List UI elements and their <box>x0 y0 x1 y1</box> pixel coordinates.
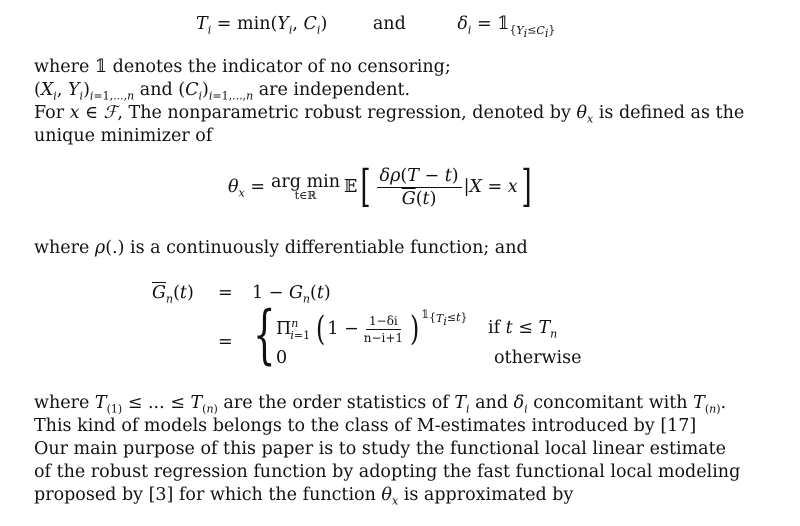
eq2-expect: 𝔼 <box>344 177 358 197</box>
eq3-lhs: $\overline{G}_n(t)$ <box>152 283 194 306</box>
text-line-1: where 𝟙 denotes the indicator of no censoring; <box>34 57 451 77</box>
text-line-2: ($X_i$, $Y_i)_{i=1,...,n}$ and $(C_i)_{i=1,...,n}$ are independent. <box>34 80 411 103</box>
equation-minimizer: $\theta_x$ = arg min t∈ℝ 𝔼 [ $\frac{\delta\rho(T - t)}{\overline{G}(t)}$ |X = x ] <box>228 161 532 212</box>
eq3-brace: { <box>253 298 276 372</box>
text-line-5: where ρ(.) is a continuously differentiable function; and <box>34 238 528 258</box>
eq3-eq1: = <box>218 283 233 303</box>
eq3-cond1: if $t \le T_n$ <box>488 318 558 341</box>
eq3-cond2: otherwise <box>494 348 582 368</box>
text-line-9: of the robust regression function by adopting the fast functional local modeling <box>34 462 741 482</box>
text-line-6: where $T_{(1)}$ ≤ ... ≤ $T_{(n)}$ are the order statistics of $T_i$ and $\delta_i$ concomitant with $T_{(n)}$. <box>34 393 727 416</box>
eq1-left: $T_i = \min(Y_i$, $C_i$) <box>196 14 328 37</box>
text-line-7: This kind of models belongs to the class of M-estimates introduced by [17] <box>34 416 697 436</box>
text-line-4: unique minimizer of <box>34 126 213 146</box>
eq3-case1: $\Pi^n_{i=1}$ ( 1 − $\frac{1-\delta i}{n-i+1}$ ) $𝟙_{\{T_i\le t\}}$ <box>276 308 468 349</box>
eq2-cond: |X = x <box>463 177 518 197</box>
eq1-and: and <box>372 14 406 34</box>
text-line-10: proposed by [3] for which the function $\theta_x$ is approximated by <box>34 485 574 508</box>
eq3-fraction: $\frac{1-\delta i}{n-i+1}$ <box>363 313 404 345</box>
eq3-product: $\Pi^n_{i=1}$ <box>276 317 311 342</box>
eq3-zero: 0 <box>276 348 288 368</box>
text-line-8: Our main purpose of this paper is to study the functional local linear estimate <box>34 439 726 459</box>
eq1-right: $\delta_i$ = $𝟙_{\{Y_i\le C_i\}}$ <box>457 14 556 40</box>
text-line-3: For x ∈ ℱ, The nonparametric robust regression, denoted by $\theta_x$ is defined as the <box>34 103 745 126</box>
eq3-eq2: = <box>218 332 233 352</box>
eq2-argmin: arg min t∈ℝ <box>271 172 341 202</box>
eq2-lhs: $\theta_x$ = <box>228 177 265 200</box>
eq3-exponent: $𝟙_{\{T_i\le t\}}$ <box>421 308 468 328</box>
eq3-rhs1: $1 - G_n(t)$ <box>252 283 331 306</box>
eq2-fraction: $\frac{\delta\rho(T - t)}{\overline{G}(t)}$ <box>377 166 462 209</box>
equation-censoring <box>196 14 556 40</box>
